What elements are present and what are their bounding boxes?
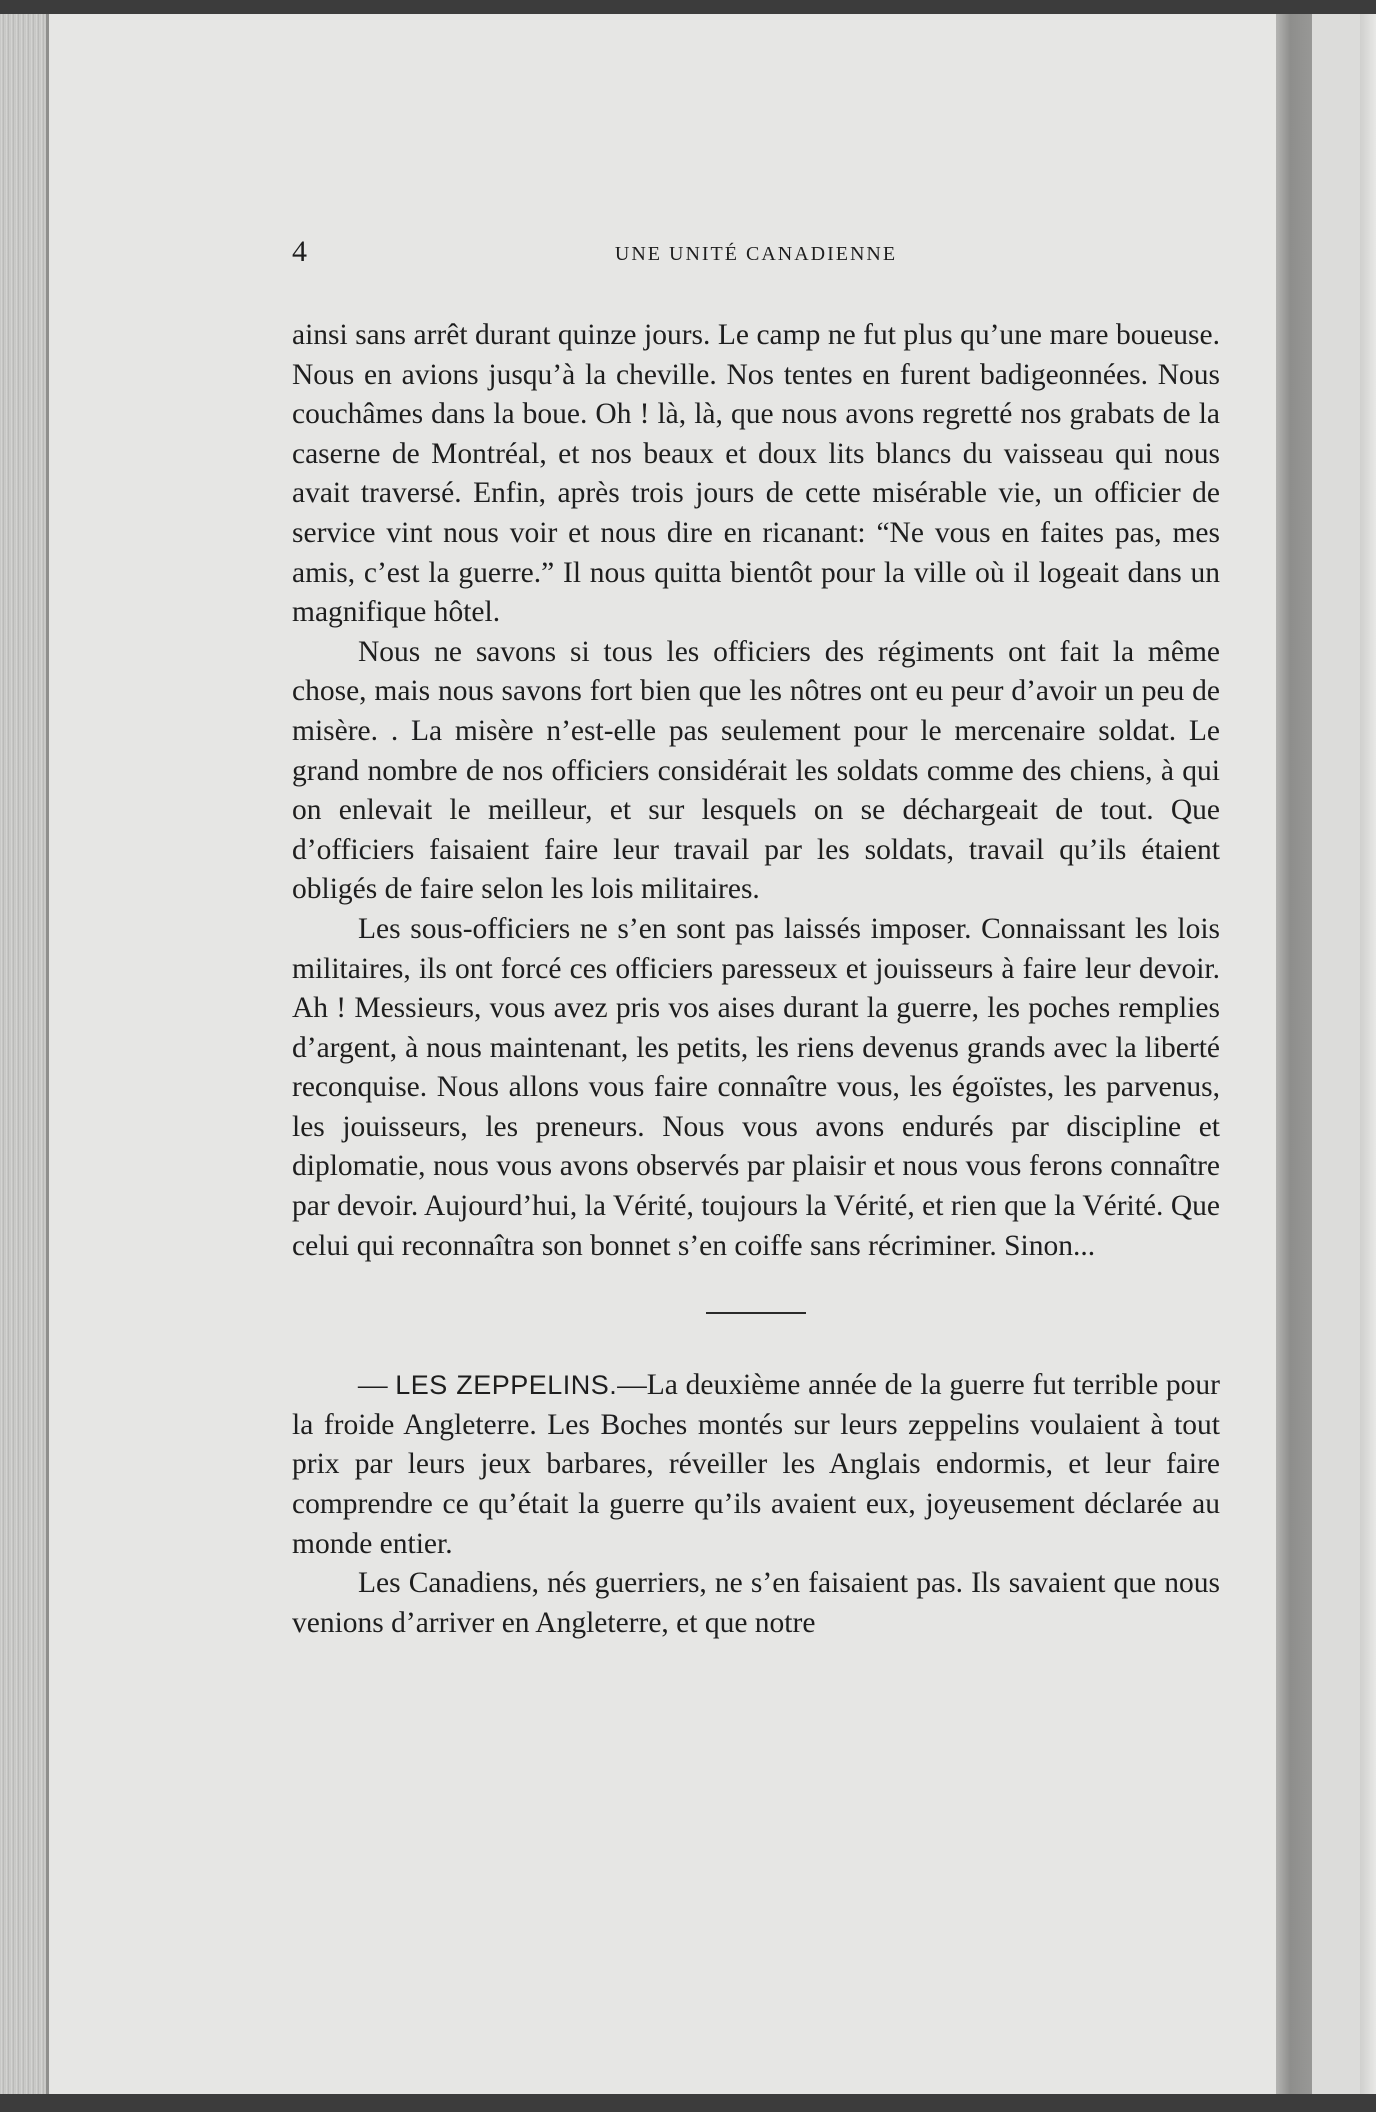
- section-divider: [706, 1312, 806, 1314]
- section-intro-text: —La deuxième année de la guerre fut terrible pour la froide Angleterre. Les Boches montés sur leurs zeppelins voulaient à tout prix par leurs jeux barbares, réveiller les Anglais endormis, et leur faire comprendre ce qu’était la guerre qu’ils avaient eux, joyeusement déclarée au monde entier.: [292, 1369, 1221, 1560]
- scan-left-edge-line: [46, 14, 49, 2094]
- running-title: UNE UNITÉ CANADIENNE: [614, 243, 898, 265]
- scan-right-edge: [1360, 14, 1376, 2094]
- book-page: [292, 232, 1220, 1643]
- section-lead-dash: —: [358, 1369, 396, 1402]
- scan-bottom-edge: [0, 2094, 1376, 2112]
- page-fold-shadow: [1276, 14, 1312, 2094]
- scan-left-edge: [0, 14, 46, 2094]
- paragraph-officers: Nous ne savons si tous les officiers des régiments ont fait la même chose, mais nous savons fort bien que les nôtres ont eu peur d’avoir un peu de misère. . La misère n’est-elle pas seulement pour le mercenaire soldat. Le grand nombre de nos officiers considérait les soldats comme des chiens, à qui on enlevait le meilleur, et sur lesquels on se déchargeait de tout. Que d’officiers faisaient faire leur travail par les soldats, travail qu’ils étaient obligés de faire selon les lois militaires.: [292, 635, 1220, 906]
- section-intro-paragraph: [292, 1366, 1220, 1564]
- paragraph-continuation: ainsi sans arrêt durant quinze jours. Le camp ne fut plus qu’une mare boueuse. Nous en avions jusqu’à la cheville. Nos tentes en furent badigeonnées. Nous couchâmes dans la boue. Oh ! là, là, que nous avons regretté nos grabats de la caserne de Montréal, et nos beaux et doux lits blancs du vaisseau qui nous avait traversé. Enfin, après trois jours de cette misérable vie, un officier de service vint nous voir et nous dire en ricanant: “Ne vous en faites pas, mes amis, c’est la guerre.” Il nous quitta bientôt pour la ville où il logeait dans un magnifique hôtel.: [292, 319, 1220, 629]
- page-number: 4: [292, 235, 307, 268]
- running-head: [292, 232, 1220, 272]
- paragraph-sous-officiers: Les sous-officiers ne s’en sont pas laissés imposer. Connaissant les lois militaires, ils ont forcé ces officiers paresseux et jouisseurs à faire leur devoir. Ah ! Messieurs, vous avez pris vos aises durant la guerre, les poches remplies d’argent, à nous maintenant, les petits, les riens devenus grands avec la liberté reconquise. Nous allons vous faire connaître vous, les égoïstes, les parvenus, les jouisseurs, les preneurs. Nous vous avons endurés par discipline et diplomatie, nous vous avons observés par plaisir et nous vous ferons connaître par devoir. Aujourd’hui, la Vérité, toujours la Vérité, et rien que la Vérité. Que celui qui reconnaîtra son bonnet s’en coiffe sans récriminer. Sinon...: [292, 912, 1220, 1262]
- scan-top-edge: [0, 0, 1376, 14]
- section-title: LES ZEPPELINS.: [395, 1370, 618, 1401]
- paragraph-canadiens: Les Canadiens, nés guerriers, ne s’en faisaient pas. Ils savaient que nous venions d’arriver en Angleterre, et que notre: [292, 1567, 1220, 1639]
